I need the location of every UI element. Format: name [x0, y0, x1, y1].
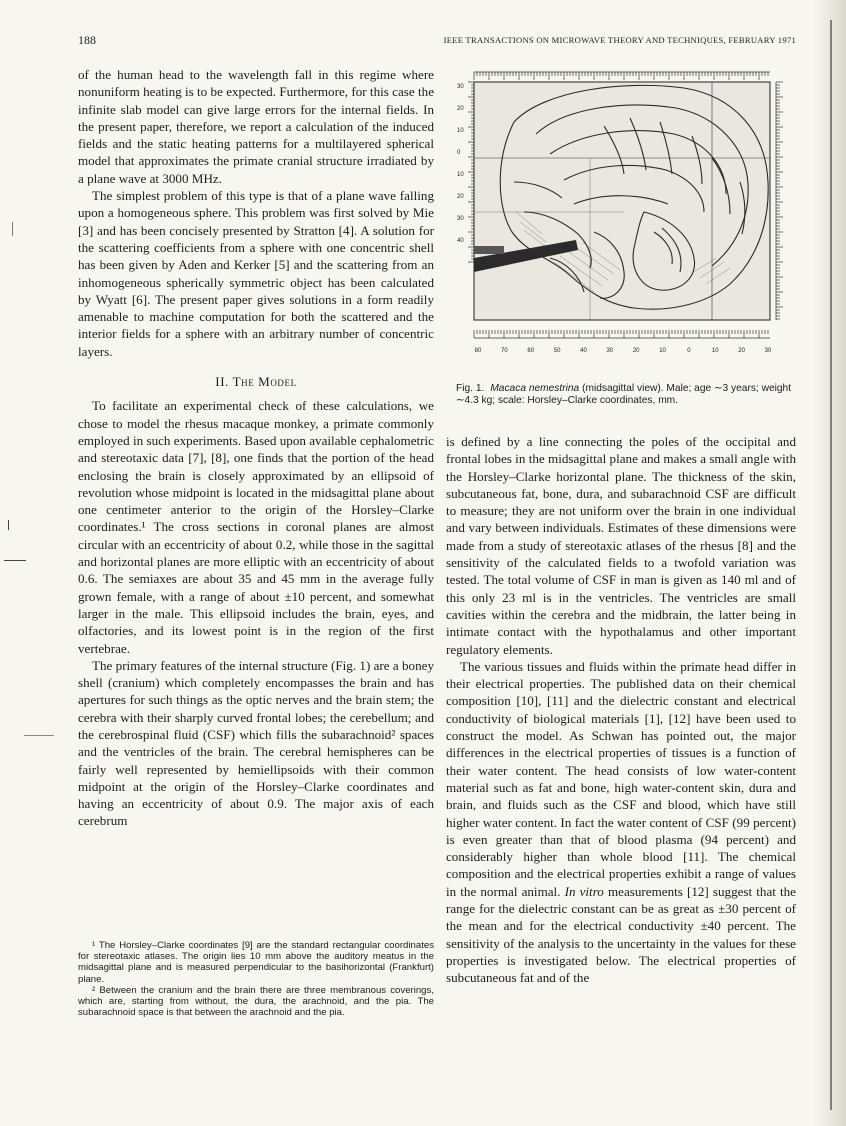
- bottom-tick-label: 80: [474, 348, 482, 354]
- running-head: IEEE TRANSACTIONS ON MICROWAVE THEORY AND TECHNIQUES, FEBRUARY 1971: [443, 35, 796, 45]
- figure-1: [454, 62, 794, 380]
- page-number: 188: [78, 33, 96, 47]
- bottom-tick-label: 20: [632, 348, 640, 354]
- instrument-band: [474, 246, 504, 254]
- page-edge-line: [830, 20, 832, 1110]
- bottom-tick-label: 30: [606, 348, 614, 354]
- left-tick-label: 10: [457, 128, 464, 134]
- in-vitro-italic: In vitro: [564, 883, 604, 899]
- left-paragraph-4: The primary features of the internal structure (Fig. 1) are a boney shell (cranium) which completely encompasses the brain and has apertures for such things as the optic nerves and the brain stem; the cerebra with their sharply curved frontal lobes; the cerebellum; and the cerebrospinal fluid (CSF) which fills the subarachnoid² spaces and the ventricles of the brain. The cerebral hemispheres can be fairly well represented by hemiellipsoids with their common midpoint at the origin of the Horsley–Clarke coordinates and having an eccentricity of about 0.9. The major axis of each cerebrum: [78, 657, 434, 829]
- right-paragraph-1: is defined by a line connecting the poles of the occipital and frontal lobes in the midsagittal plane and makes a small angle with the Horsley–Clarke horizontal plane. The thickness of the skin, subcutaneous fat, bone, dura, and subarachnoid CSF are difficult to measure; they are not uniform over the brain in one individual and vary between individuals. Estimates of these dimensions were made from a study of stereotaxic atlases of the rhesus [8] and the sensitivity of the calculated fields to a twofold variation was tested. The total volume of CSF in man is given as 140 ml and of this only 23 ml is in the ventricles. The ventricles are small cavities within the cerebra and the midbrain, the latter being in intimate contact with the hypothalamus and other important regulatory elements.: [446, 434, 796, 657]
- left-tick-label: 40: [457, 238, 464, 244]
- left-paragraph-1: of the human head to the wavelength fall in this regime where nonuniform heating is to be expected. Furthermore, for this case the infinite slab model can give large errors for the internal fields. In the present paper, therefore, we report a calculation of the induced fields and the static heating patterns for a multilayered spherical model that approximates the primate cranial structure irradiated by a plane wave at 3000 MHz.: [78, 67, 434, 186]
- left-tick-label: 0: [457, 150, 461, 156]
- left-column: [78, 66, 434, 830]
- left-tick-label: 20: [457, 194, 464, 200]
- bottom-tick-label: 10: [659, 348, 666, 354]
- footnote-2: ² Between the cranium and the brain there are three membranous coverings, which are, starting from without, the dura, the arachnoid, and the pia. The subarachnoid space is that between the arachnoid and the pia.: [78, 984, 434, 1019]
- bottom-tick-label: 60: [527, 348, 535, 354]
- scan-mark: [24, 735, 54, 736]
- footnote-1: ¹ The Horsley–Clarke coordinates [9] are the standard rectangular coordinates for stereotaxic atlases. The origin lies 10 mm above the auditory meatus in the midsagittal plane and is measured perpendicular to the basihorizontal (Frankfurt) plane.: [78, 940, 434, 985]
- right-paragraph-2a: The various tissues and fluids within the primate head differ in their electrical properties. The published data on their chemical composition [10], [11] and the dielectric constant and electrical conductivity of biological materials [1], [12] have been used to construct the model. As Schwan has pointed out, the major differences in the electrical properties of tissues is a function of their water content. The head consists of low water-content material such as fat and bone, high water-content skin, dura and brain, and fluids such as the CSF and blood, which have still higher water content. In fact the water content of CSF (99 percent) is even greater than that of blood plasma (94 percent) and considerably higher than whole blood [11]. The chemical composition and the electrical properties exhibit a range of values in the normal animal.: [446, 658, 796, 899]
- left-paragraph-2: The simplest problem of this type is that of a plane wave falling upon a homogeneous sphere. This problem was first solved by Mie [3] and has been concisely presented by Stratton [4]. A solution for the scattering coefficients from a sphere with one concentric shell has been given by Aden and Kerker [5] and the scattering from an inhomogeneous spherically symmetric object has been calculated by Wyatt [6]. The present paper gives solutions in a form readily amenable to machine computation for both the scattered and the interior fields for a sphere with an arbitrary number of concentric layers.: [78, 188, 434, 359]
- page-edge-shadow: [812, 0, 846, 1126]
- figure-1-image: [454, 62, 794, 380]
- scan-mark: [4, 560, 26, 561]
- caption-text: (midsagittal view). Male; age ∼3 years; weight ∼4.3 kg; scale: Horsley–Clarke coordinates, mm.: [456, 383, 792, 407]
- section-heading: II. The Model: [215, 374, 297, 390]
- bottom-tick-label: 20: [738, 348, 745, 354]
- bottom-tick-label: 40: [580, 348, 587, 354]
- left-tick-label: 20: [457, 106, 464, 112]
- caption-species: Macaca nemestrina: [490, 383, 580, 394]
- bottom-tick-label: 50: [553, 348, 561, 354]
- page-header: [78, 33, 796, 49]
- right-paragraph-2: [446, 658, 796, 987]
- left-tick-label: 10: [457, 172, 464, 178]
- caption-label: Fig. 1.: [456, 383, 485, 394]
- scan-mark: [12, 222, 13, 236]
- left-tick-label: 30: [457, 84, 464, 90]
- right-column: [446, 433, 796, 987]
- left-paragraph-3: To facilitate an experimental check of these calculations, we chose to model the rhesus macaque monkey, a primate commonly employed in such experiments. Based upon available cephalometric and stereotaxic data [7], [8], one finds that the portion of the head enclosing the brain is closely approximated by an ellipsoid of revolution whose midpoint is located in the midsagittal plane about one centimeter anterior to the origin of the Horsley–Clarke coordinates.¹ The cross sections in coronal planes are almost circular with an eccentricity of about 0.2, while those in the sagittal and horizontal planes are more elliptic with an eccentricity of about 0.6. The semiaxes are about 35 and 45 mm in the average fully grown female, with a range of about ±10 percent, and somewhat larger in the male. This ellipsoid includes the brain, eyes, and olfactories, and its lowest point is in the region of the first vertebrae.: [78, 398, 434, 656]
- figure-caption: [456, 383, 792, 408]
- bottom-tick-label: 10: [711, 348, 719, 354]
- bottom-tick-label: 70: [501, 348, 508, 354]
- right-paragraph-2b: measurements [12] suggest that the range for the dielectric constant can be as great as ±30 percent of the mean and for the electrical conductivity ±40 percent. The sensitivity of the analysis to the uncertainty in the values for these properties is investigated below. The electrical properties of subcutaneous fat and of the: [446, 883, 796, 986]
- footnotes: [78, 940, 434, 1018]
- bottom-tick-label: 30: [764, 348, 772, 354]
- bottom-tick-label: 0: [687, 348, 691, 354]
- scan-mark: [8, 520, 9, 530]
- left-tick-label: 30: [457, 216, 464, 222]
